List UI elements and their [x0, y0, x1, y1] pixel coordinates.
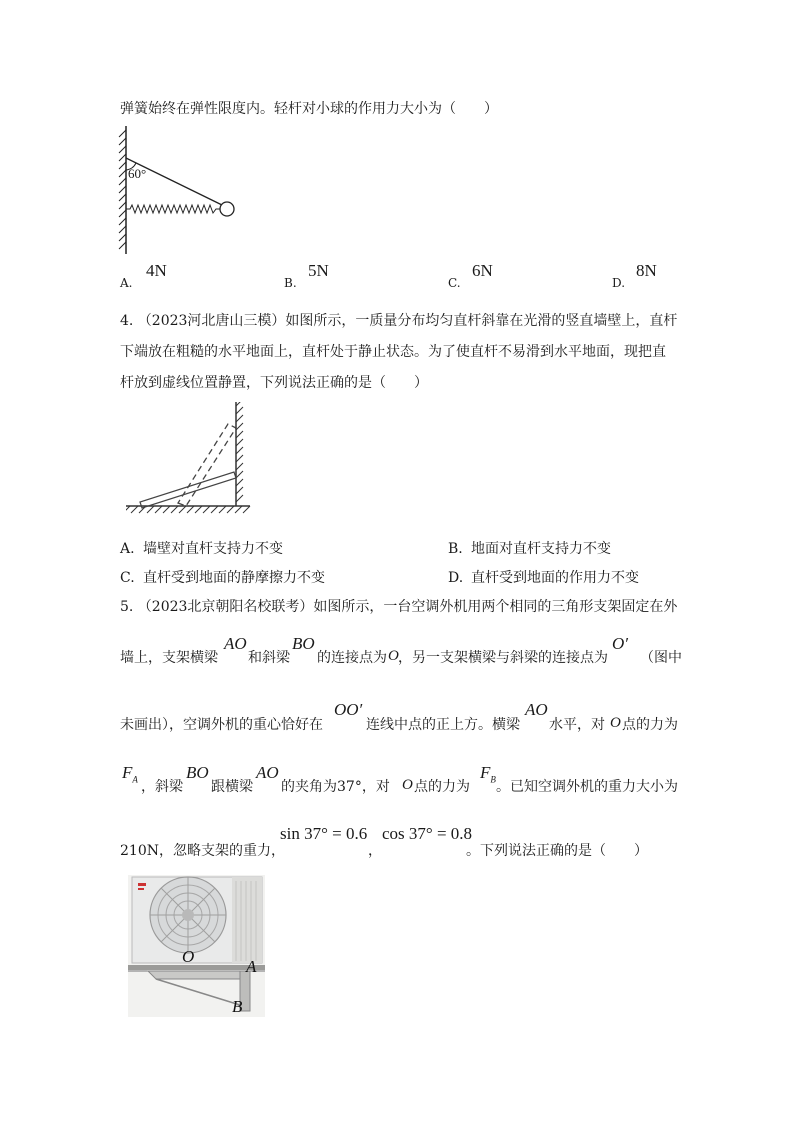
q4-option-b-text: 地面对直杆支持力不变 — [471, 541, 611, 557]
q5-line3-b: 连线中点的正上方。横梁 — [366, 717, 520, 733]
q4-option-a-text: 墙壁对直杆支持力不变 — [143, 541, 283, 557]
q3-option-c-letter: C. — [448, 276, 461, 290]
q3-option-b-letter: B. — [284, 276, 297, 290]
q5-stem-line1: 5. （2023北京朝阳名校联考）如图所示，一台空调外机用两个相同的三角形支架固定在外 — [120, 599, 678, 615]
q4-option-c-text: 直杆受到地面的静摩擦力不变 — [143, 570, 325, 586]
q5-line3-c: 水平，对 — [549, 717, 605, 733]
q5-line2-a: 墙上，支架横梁 — [120, 650, 218, 666]
q5-line2-e: （图中 — [640, 650, 682, 666]
q3-angle-label: 60° — [128, 166, 147, 181]
q5-line4-math-ao: AO — [256, 763, 279, 782]
q5-line4-d: 点的力为 — [414, 779, 470, 795]
q5-line5-cos: cos 37° = 0.8 — [382, 824, 473, 843]
q5-line3-a: 未画出），空调外机的重心恰好在 — [120, 717, 323, 733]
q5-line3-math-ao: AO — [525, 700, 548, 719]
q3-option-b-value: 5N — [308, 261, 329, 280]
q5-line4-a: ，斜梁 — [141, 779, 183, 795]
q5-line3-math-oo: OO′ — [334, 700, 363, 719]
q4-option-b-letter: B. — [448, 541, 463, 557]
q5-line4-force-fa: $F_A$ — [122, 763, 138, 785]
q5-line2-point-o: O — [388, 648, 399, 664]
q4-stem-line1: 4. （2023河北唐山三模）如图所示，一质量分布均匀直杆斜靠在光滑的竖直墙壁上，直杆 — [120, 313, 678, 329]
q5-line5-sin: sin 37° = 0.6 — [280, 824, 368, 843]
q3-option-d-letter: D. — [612, 276, 626, 290]
q5-line2-c: 的连接点为 — [317, 650, 387, 666]
q5-line4-b: 跟横梁 — [211, 779, 253, 795]
q5-line4-point-o: O — [402, 777, 413, 793]
q3-tail-text: 弹簧始终在弹性限度内。轻杆对小球的作用力大小为（ ） — [120, 101, 498, 117]
q5-line5-b: 。下列说法正确的是（ ） — [466, 843, 648, 859]
q3-option-d-value: 8N — [636, 261, 657, 280]
q4-stem-line2: 下端放在粗糙的水平地面上，直杆处于静止状态。为了使直杆不易滑到水平地面，现把直 — [120, 344, 666, 360]
q4-option-d-letter: D. — [448, 570, 464, 586]
q5-line4-c: 的夹角为37°，对 — [281, 779, 390, 795]
q4-stem-line3: 杆放到虚线位置静置，下列说法正确的是（ ） — [120, 375, 428, 391]
q5-line4-math-bo: BO — [186, 763, 209, 782]
q4-option-c-letter: C. — [120, 570, 135, 586]
q5-line4-force-fb: $F_B$ — [480, 763, 496, 785]
q5-line4-e: 。已知空调外机的重力大小为 — [496, 779, 678, 795]
q5-line2-d: ，另一支架横梁与斜梁的连接点为 — [398, 650, 608, 666]
q5-line3-d: 点的力为 — [622, 717, 678, 733]
q5-photo-label-b: B — [232, 997, 243, 1016]
q5-photo-label-o: O — [182, 947, 195, 966]
q5-photo-label-a: A — [246, 957, 257, 976]
q3-option-a-letter: A. — [120, 276, 133, 290]
q5-line3-point-o: O — [610, 715, 621, 731]
q5-line2-math-ao: AO — [224, 634, 247, 653]
q5-line2-math-bo: BO — [292, 634, 315, 653]
q3-option-a-value: 4N — [146, 261, 167, 280]
q5-line2-b: 和斜梁 — [248, 650, 290, 666]
q5-ac-unit-photo — [128, 875, 265, 1017]
q5-line2-point-oprime: O′ — [612, 634, 628, 653]
q5-line5-comma: ， — [368, 843, 382, 859]
q5-line5-a: 210N，忽略支架的重力， — [120, 843, 285, 859]
q3-option-c-value: 6N — [472, 261, 493, 280]
q4-option-d-text: 直杆受到地面的作用力不变 — [471, 570, 639, 586]
q4-option-a-letter: A. — [120, 541, 135, 557]
q3-figure — [118, 126, 248, 258]
q4-figure — [126, 402, 256, 520]
